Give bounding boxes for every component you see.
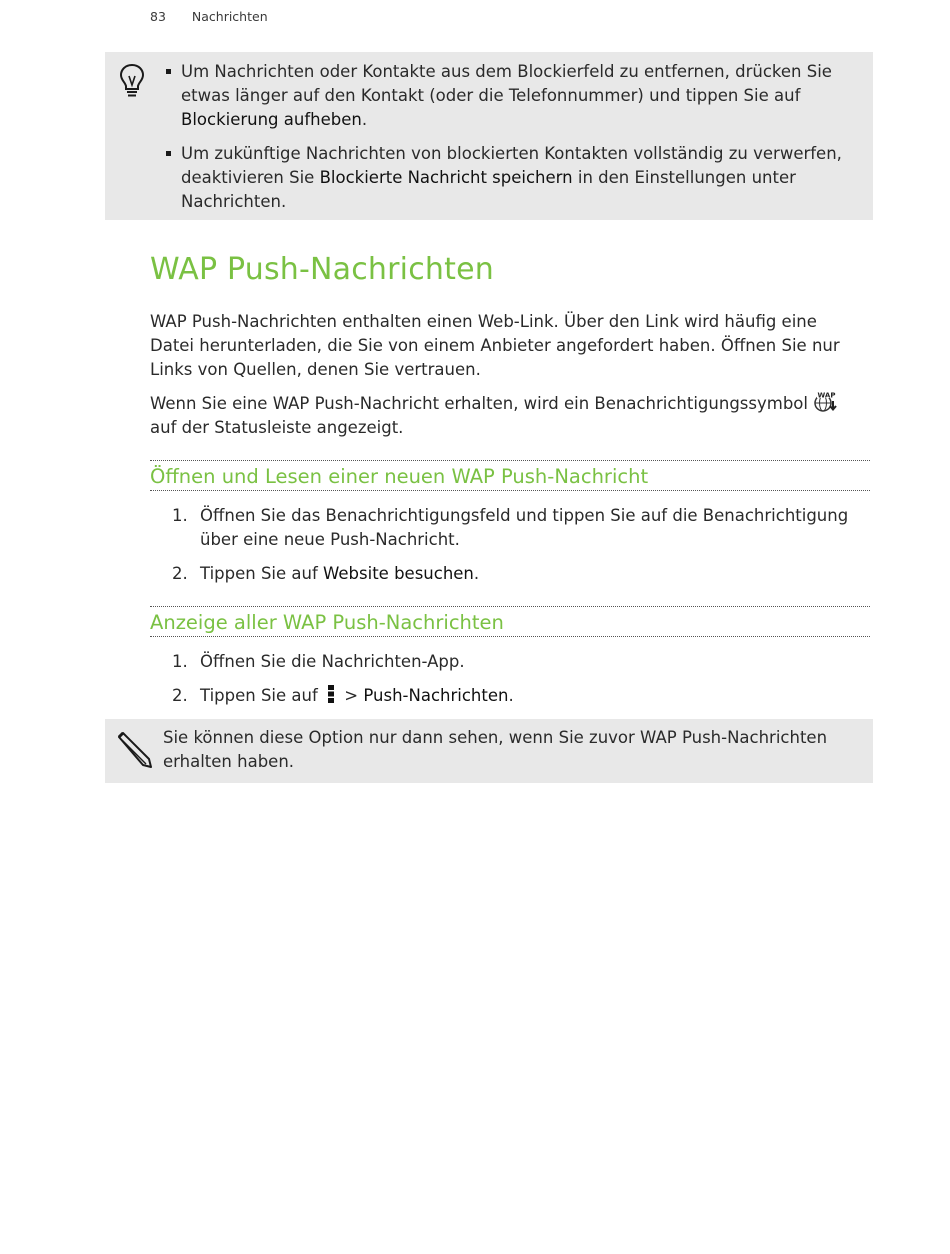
note-box bbox=[105, 719, 873, 783]
intro-paragraph: WAP Push-Nachrichten enthalten einen Web-Link. Über den Link wird häufig eine Datei herunterladen, die Sie von einem Anbieter angefordert haben. Öffnen Sie nur Links von Quellen, denen Sie vertrauen. bbox=[150, 312, 840, 379]
notification-paragraph: Wenn Sie eine WAP Push-Nachricht erhalten, wird ein Benachrichtigungssymbol WAP auf der Statusleiste angezeigt. bbox=[150, 391, 836, 437]
step-item: 1. Öffnen Sie die Nachrichten-App. bbox=[172, 652, 465, 671]
ui-term: Website besuchen bbox=[323, 564, 474, 583]
tip-list bbox=[181, 60, 861, 224]
steps-list-open-read bbox=[150, 504, 860, 596]
step-item: 2. Tippen Sie auf Website besuchen. bbox=[172, 564, 480, 583]
note-text: Sie können diese Option nur dann sehen, wenn Sie zuvor WAP Push-Nachrichten erhalten haben. bbox=[163, 728, 828, 771]
ui-term: Blockierte Nachricht speichern bbox=[319, 168, 573, 187]
steps-list-view-all bbox=[150, 650, 860, 718]
section-name: Nachrichten bbox=[191, 9, 268, 24]
ui-term: Push-Nachrichten bbox=[363, 686, 509, 705]
tip-box bbox=[105, 52, 873, 220]
svg-text:WAP: WAP bbox=[817, 391, 836, 400]
ui-term: Blockierung aufheben bbox=[181, 110, 362, 129]
page-header bbox=[150, 9, 268, 24]
section-heading-open-read: Öffnen und Lesen einer neuen WAP Push-Nachricht bbox=[150, 460, 870, 491]
overflow-menu-icon bbox=[327, 685, 335, 703]
tip-item: Um zukünftige Nachrichten von blockierten Kontakten vollständig zu verwerfen, deaktivieren Sie Blockierte Nachricht speichern in den Einstellungen unter Nachrichten. bbox=[181, 142, 861, 214]
pencil-icon bbox=[113, 729, 153, 769]
page-title: WAP Push-Nachrichten bbox=[150, 252, 494, 287]
step-item: 1. Öffnen Sie das Benachrichtigungsfeld und tippen Sie auf die Benachrichtigung über eine neue Push-Nachricht. bbox=[172, 506, 849, 549]
page-number: 83 bbox=[150, 9, 166, 24]
wap-push-notification-icon bbox=[813, 391, 837, 413]
section-heading-view-all: Anzeige aller WAP Push-Nachrichten bbox=[150, 606, 870, 637]
lightbulb-icon bbox=[119, 63, 145, 99]
step-item: 2. Tippen Sie auf > Push-Nachrichten. bbox=[172, 686, 514, 705]
tip-item: Um Nachrichten oder Kontakte aus dem Blockierfeld zu entfernen, drücken Sie etwas länger auf den Kontakt (oder die Telefonnummer) und tippen Sie auf Blockierung aufheben. bbox=[181, 60, 861, 132]
